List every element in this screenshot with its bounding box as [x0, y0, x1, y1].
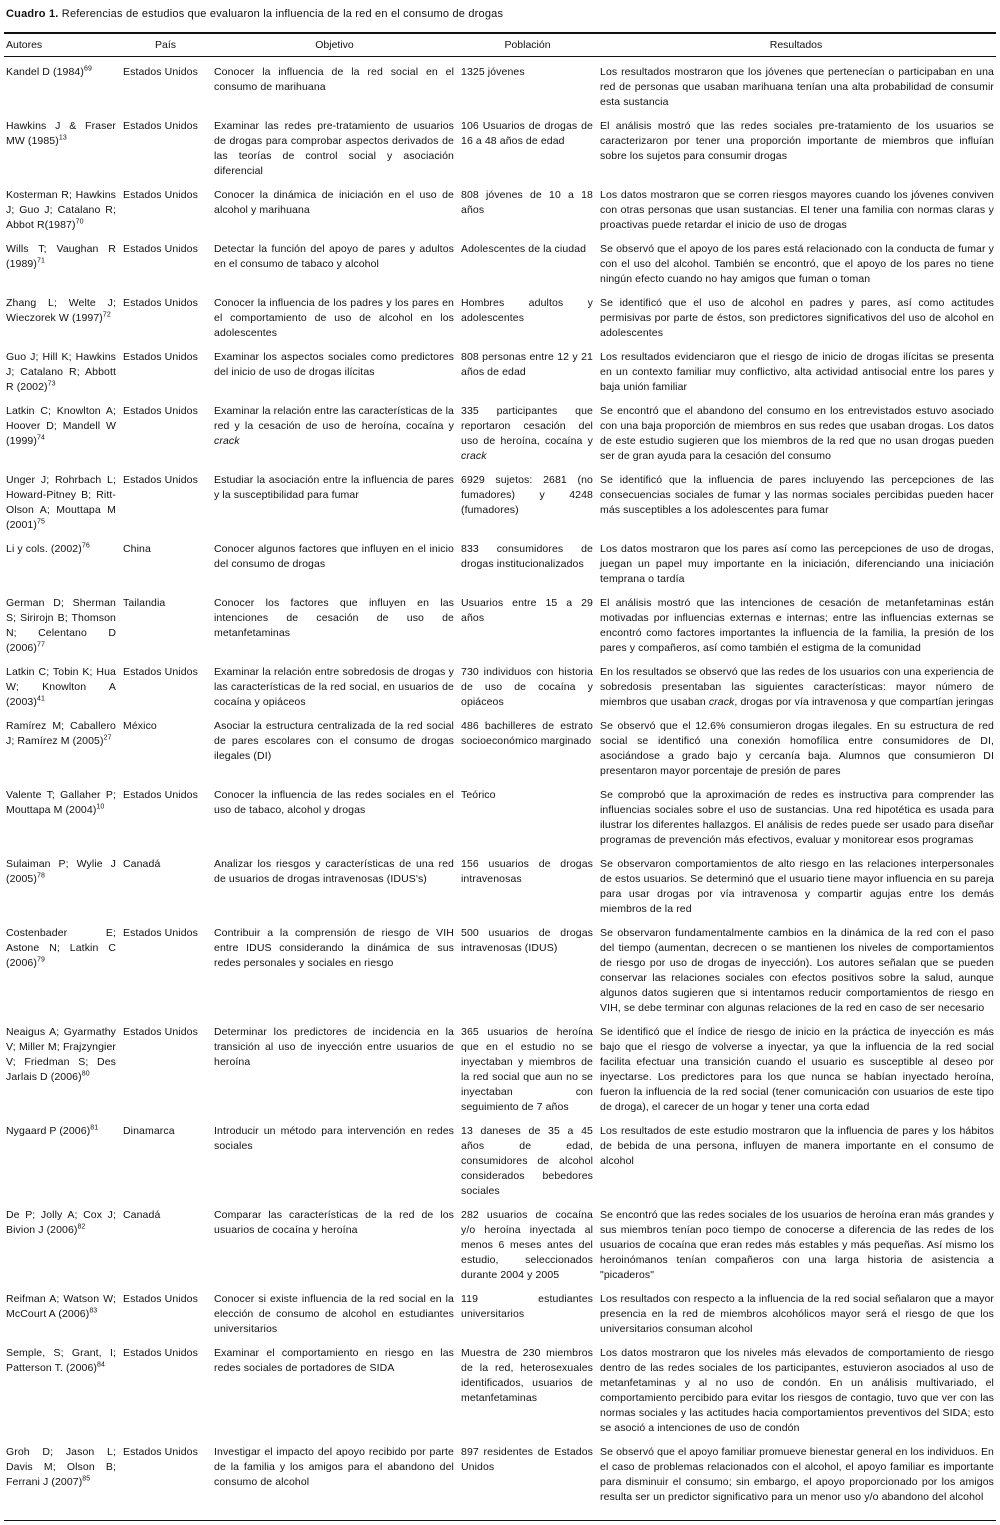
cell-authors: Kosterman R; Hawkins J; Guo J; Catalano R; Abbot $R(1987)^{70}$: [6, 189, 116, 231]
cell-results: Los resultados evidenciaron que el riesgo de inicio de drogas ilícitas se presenta en un contexto familiar muy conflictivo, alta actividad antisocial entre los pares y baja unión familiar: [600, 351, 994, 393]
cell-authors: Valente T; Gallaher P; Mouttapa M $(2004)^{10}$: [6, 789, 116, 816]
table-row: [4, 788, 996, 848]
table-row: [4, 1445, 996, 1505]
cell-population: 282 usuarios de cocaína y/o heroína inyectada al menos 6 meses antes del estudio, seleccionados durante 2004 y 2005: [461, 1209, 593, 1281]
cell-objective: Estudiar la asociación entre la influencia de pares y la susceptibilidad para fumar: [214, 474, 454, 501]
cell-population: 335 participantes que reportaron cesación del uso de heroína, cocaína y crack: [461, 405, 593, 462]
table-header-row: [4, 34, 996, 57]
cell-country: Canadá: [123, 1209, 161, 1221]
column-header-poblacion: Población: [504, 39, 551, 51]
table-row: [4, 350, 996, 395]
column-header-resultados: Resultados: [769, 39, 823, 51]
cell-country: Estados Unidos: [123, 297, 198, 309]
cell-country: Estados Unidos: [123, 66, 198, 78]
cell-results: Los datos mostraron que se corren riesgos mayores cuando los jóvenes conviven con otras personas que usan sustancias. El tener una familia con normas claras y proactivas puede retardar el inicio de uso de drogas: [600, 189, 994, 231]
cell-population: Adolescentes de la ciudad: [461, 243, 587, 255]
table-row: [4, 857, 996, 917]
cell-authors: Latkin C; Tobin K; Hua W; Knowlton A $(2003)^{41}$: [6, 666, 116, 708]
cell-country: Estados Unidos: [123, 474, 198, 486]
table-row: [4, 65, 996, 110]
cell-population: 365 usuarios de heroína que en el estudio no se inyectaban y miembros de la red social que aun no se inyectaban con seguimiento de 7 años: [461, 1026, 593, 1113]
cell-results: El análisis mostró que las redes sociales pre-tratamiento de los usuarios se caracterizaron por tener una proporción importante de miembros que influían sobre los sujetos para consumir drogas: [600, 120, 994, 162]
table-row: [4, 1208, 996, 1283]
cell-results: Se comprobó que la aproximación de redes es instructiva para comprender las influencias sociales sobre el uso de sustancias. Una red hipotética es usada para ilustrar los diferentes hallazgos. El análisis de redes puede ser usado para diseñar programas de prevención más efectivos, evaluar y monitorear esos programas: [600, 789, 994, 846]
cell-country: Estados Unidos: [123, 789, 198, 801]
cell-country: Estados Unidos: [123, 120, 198, 132]
table-row: [4, 665, 996, 710]
cell-authors: Unger J; Rohrbach L; Howard-Pitney B; Ritt-Olson A; Mouttapa M $(2001)^{75}$: [6, 474, 116, 531]
cell-authors: Ramírez M; Caballero J; Ramírez M $(2005)^{27}$: [6, 720, 116, 747]
cell-authors: Hawkins J & Fraser MW $(1985)^{13}$: [6, 120, 116, 147]
cell-population: 106 Usuarios de drogas de 16 a 48 años de edad: [461, 120, 593, 147]
cell-population: 13 daneses de 35 a 45 años de edad, consumidores de alcohol considerados bebedores sociales: [461, 1125, 593, 1197]
cell-country: Estados Unidos: [123, 666, 198, 678]
table-row: [4, 1292, 996, 1337]
cell-country: Estados Unidos: [123, 927, 198, 939]
column-header-objetivo: Objetivo: [315, 39, 354, 51]
cell-population: 897 residentes de Estados Unidos: [461, 1446, 593, 1473]
cell-results: Se observaron fundamentalmente cambios en la dinámica de la red con el paso del tiempo (aumentan, decrecen o se mantienen los niveles de comportamientos de riesgo por uso de drogas de inyección). Los autores señalan que se pueden conservar las relaciones sociales con efectos positivos sobre la salud, aunque algunos datos sugieren que si intentamos reducir comportamientos de riesgo en VIH, se debe terminar con algunas relaciones de la red en caso de ser necesario: [600, 927, 994, 1014]
cell-authors: Reifman A; Watson W; McCourt A $(2006)^{83}$: [6, 1293, 116, 1320]
cell-population: 486 bachilleres de estrato socioeconómico marginado: [461, 720, 593, 747]
cell-authors: Groh D; Jason L; Davis M; Olson B; Ferrani J $(2007)^{85}$: [6, 1446, 116, 1488]
cell-authors: Costenbader E; Astone N; Latkin C $(2006)^{79}$: [6, 927, 116, 969]
cell-country: Estados Unidos: [123, 405, 198, 417]
cell-population: Hombres adultos y adolescentes: [461, 297, 593, 324]
table-row: [4, 242, 996, 287]
cell-objective: Examinar los aspectos sociales como predictores del inicio de uso de drogas ilícitas: [214, 351, 454, 378]
table-body: [4, 57, 996, 1521]
cell-country: México: [123, 720, 157, 732]
cell-country: Estados Unidos: [123, 1293, 198, 1305]
table-row: [4, 719, 996, 779]
table-row: [4, 188, 996, 233]
cell-population: Usuarios entre 15 a 29 años: [461, 597, 593, 624]
cell-authors: Kandel D $(1984)^{69}$: [6, 65, 92, 78]
cell-results: Los datos mostraron que los niveles más elevados de comportamiento de riesgo dentro de las redes sociales de los participantes, estuvieron asociados al uso de metanfetaminas y al no uso de condón. En un análisis multivariado, el comportamiento percibido para evitar los riesgos de contagio, tuvo que ver con las normas sociales y las actitudes hacia comportamientos preventivos del SIDA; esto se asoció a intenciones de uso de condón: [600, 1347, 994, 1434]
column-header-pais: País: [154, 39, 176, 51]
cell-results: Los resultados con respecto a la influencia de la red social señalaron que a mayor presencia en la red de miembros alcohólicos mayor será el riesgo de que los universitarios consuman alcohol: [600, 1293, 994, 1335]
cell-results: Los resultados de este estudio mostraron que la influencia de pares y los hábitos de bebida de una persona, influyen de manera importante en el consumo de alcohol: [600, 1125, 994, 1167]
cell-country: Estados Unidos: [123, 243, 198, 255]
cell-results: Se encontró que el abandono del consumo en los entrevistados estuvo asociado con una baja proporción de miembros en sus redes que usaban drogas. Los datos de este estudio sugieren que los miembros de la red que no usan drogas pueden ser de gran ayuda para la cesación del consumo: [600, 405, 994, 462]
cell-population: 119 estudiantes universitarios: [461, 1293, 593, 1320]
cell-country: Tailandia: [123, 597, 166, 609]
cell-population: 156 usuarios de drogas intravenosas: [461, 858, 593, 885]
cell-population: 730 individuos con historia de uso de cocaína y opiáceos: [461, 666, 593, 708]
cell-authors: De P; Jolly A; Cox J; Bivion J $(2006)^{82}$: [6, 1209, 116, 1236]
cell-population: 833 consumidores de drogas institucionalizados: [461, 543, 593, 570]
table-row: [4, 542, 996, 587]
cell-country: Estados Unidos: [123, 1026, 198, 1038]
cell-authors: Latkin C; Knowlton A; Hoover D; Mandell W $(1999)^{74}$: [6, 405, 116, 447]
table-row: [4, 296, 996, 341]
cell-results: Se identificó que la influencia de pares incluyendo las percepciones de las consecuencias sociales de fumar y las normas sociales percibidas pueden hacer más susceptibles a los adolescentes para fumar: [600, 474, 994, 516]
cell-population: Muestra de 230 miembros de la red, heterosexuales identificados, usuarios de metanfetaminas: [461, 1347, 593, 1404]
cell-country: Canadá: [123, 858, 161, 870]
cell-results: Se observó que el apoyo familiar promueve bienestar general en los individuos. En el caso de problemas relacionados con el alcohol, el apoyo familiar es importante para disminuir el consumo; sin embargo, el apoyo proporcionado por los amigos resulta ser un predictor significativo para un menor uso y/o abandono del alcohol: [600, 1446, 994, 1503]
cell-authors: Nygaard P $(2006)^{81}$: [6, 1124, 99, 1137]
cell-authors: German D; Sherman S; Sirirojn B; Thomson N; Celentano D $(2006)^{77}$: [6, 597, 116, 654]
cell-authors: Wills T; Vaughan R $(1989)^{71}$: [6, 243, 116, 270]
cell-objective: Investigar el impacto del apoyo recibido por parte de la familia y los amigos para el abandono del consumo de alcohol: [214, 1446, 454, 1488]
cell-objective: Examinar las redes pre-tratamiento de usuarios de drogas para comprobar aspectos derivados de las teorías de control social y asociación diferencial: [214, 120, 454, 177]
cell-authors: Semple, S; Grant, I; Patterson T. $(2006)^{84}$: [6, 1347, 116, 1374]
table-row: [4, 473, 996, 533]
cell-population: 808 personas entre 12 y 21 años de edad: [461, 351, 593, 378]
cell-country: Estados Unidos: [123, 1347, 198, 1359]
table-row: [4, 926, 996, 1016]
cell-results: El análisis mostró que las intenciones de cesación de metanfetaminas están motivadas por influencias externas e internas; entre las influencias externas se encontró como factores importantes la influencia de la familia, la presión de los pares y compañeros, así como también el estigma de la comunidad: [600, 597, 994, 654]
cell-population: Teórico: [461, 789, 496, 801]
cell-population: 500 usuarios de drogas intravenosas (IDUS): [461, 927, 593, 954]
cell-objective: Asociar la estructura centralizada de la red social de pares escolares con el consumo de drogas ilegales (DI): [214, 720, 454, 762]
cell-results: Se identificó que el uso de alcohol en padres y pares, así como actitudes permisivas por parte de éstos, son predictores significativos del uso de alcohol en adolescentes: [600, 297, 994, 339]
cell-country: Estados Unidos: [123, 1446, 198, 1458]
cell-objective: Conocer la influencia de los padres y los pares en el comportamiento de uso de alcohol en los adolescentes: [214, 297, 454, 339]
cell-objective: Analizar los riesgos y características de una red de usuarios de drogas intravenosas (IDUS's): [214, 858, 454, 885]
cell-objective: Conocer algunos factores que influyen en el inicio del consumo de drogas: [214, 543, 454, 570]
cell-authors: Neaigus A; Gyarmathy V; Miller M; Frajzyngier V; Friedman S; Des Jarlais D $(2006)^{80}$: [6, 1026, 116, 1083]
cell-objective: Determinar los predictores de incidencia en la transición al uso de inyección entre usuarios de heroína: [214, 1026, 454, 1068]
cell-objective: Comparar las características de la red de los usuarios de cocaína y heroína: [214, 1209, 454, 1236]
table-row: [4, 1346, 996, 1436]
cell-authors: Guo J; Hill K; Hawkins J; Catalano R; Abbott R $(2002)^{73}$: [6, 351, 116, 393]
table-row: [4, 1124, 996, 1199]
cell-objective: Conocer la dinámica de iniciación en el uso de alcohol y marihuana: [214, 189, 454, 216]
table-row: [4, 1025, 996, 1115]
table-caption-text: Referencias de estudios que evaluaron la influencia de la red en el consumo de drogas: [61, 8, 504, 20]
column-header-autores: Autores: [6, 39, 43, 51]
references-table: [4, 32, 996, 1521]
cell-results: Se observaron comportamientos de alto riesgo en las relaciones interpersonales de estos usuarios. Se determinó que el usuario tiene mayor influencia en su pareja para usar drogas por vía intravenosa y compartir agujas entre los demás miembros de la red: [600, 858, 994, 915]
table-row: [4, 119, 996, 179]
cell-results: Los resultados mostraron que los jóvenes que pertenecían o participaban en una red de personas que usaban marihuana tenían una alta probabilidad de consumir esta sustancia: [600, 66, 994, 108]
cell-objective: Examinar el comportamiento en riesgo en las redes sociales de portadores de SIDA: [214, 1347, 454, 1374]
cell-authors: Sulaiman P; Wylie J $(2005)^{78}$: [6, 858, 116, 885]
cell-country: China: [123, 543, 151, 555]
cell-objective: Detectar la función del apoyo de pares y adultos en el consumo de tabaco y alcohol: [214, 243, 454, 270]
cell-objective: Contribuir a la comprensión de riesgo de VIH entre IDUS considerando la dinámica de sus redes personales y sociales en riesgo: [214, 927, 454, 969]
cell-country: Estados Unidos: [123, 351, 198, 363]
cell-objective: Conocer la influencia de la red social en el consumo de marihuana: [214, 66, 454, 93]
cell-results: Se observó que el 12.6% consumieron drogas ilegales. En su estructura de red social se identificó una conexión homofílica entre consumidores de DI, asociándose a grado bajo y cercanía baja. Alumnos que consumieron DI presentaron mayor porcentaje de presión de pares: [600, 720, 994, 777]
cell-results: Se observó que el apoyo de los pares está relacionado con la conducta de fumar y con el uso del alcohol. También se encontró, que el apoyo de los pares no tiene ningún efecto cuando no hay amigos que fuman o toman: [600, 243, 994, 285]
cell-objective: Examinar la relación entre las características de la red y la cesación de uso de heroína, cocaína y crack: [214, 405, 454, 447]
cell-population: 1325 jóvenes: [461, 66, 525, 78]
cell-objective: Conocer si existe influencia de la red social en la elección de consumo de alcohol en estudiantes universitarios: [214, 1293, 454, 1335]
cell-country: Dinamarca: [123, 1125, 175, 1137]
cell-population: 6929 sujetos: 2681 (no fumadores) y 4248 (fumadores): [461, 474, 593, 516]
table-row: [4, 596, 996, 656]
cell-results: Se identificó que el índice de riesgo de inicio en la práctica de inyección es más bajo que el riesgo de volverse a inyectar, ya que la influencia de la red social facilita efectuar una transición cuando el usuario es susceptible al deseo por inyectarse. Los predictores para los que nunca se habían inyectado heroína, fueron la influencia de la red social (tener comunicación con usuarios de este tipo de droga), el carecer de un hogar y tener una corta edad: [600, 1026, 994, 1113]
cell-objective: Examinar la relación entre sobredosis de drogas y las características de la red social, en usuarios de cocaína y opiáceos: [214, 666, 454, 708]
cell-results: Se encontró que las redes sociales de los usuarios de heroína eran más grandes y sus miembros tenían poco tiempo de conocerse a diferencia de las redes de los usuarios de cocaína que eran redes más estables y más pequeñas. Así mismo los heroinómanos tenían compañeros con una larga historia de asistencia a "picaderos": [600, 1209, 994, 1281]
table-row: [4, 404, 996, 464]
table-caption: [6, 8, 996, 20]
cell-authors: Zhang L; Welte J; Wieczorek W $(1997)^{72}$: [6, 297, 116, 324]
cell-objective: Introducir un método para intervención en redes sociales: [214, 1125, 454, 1152]
cell-results: En los resultados se observó que las redes de los usuarios con una experiencia de sobredosis presentaban las siguientes características: mayor número de miembros que usaban crack, drogas por vía intravenosa y que compartían jeringas: [600, 666, 994, 708]
table-caption-label: Cuadro 1.: [6, 8, 59, 20]
cell-authors: Li y cols. $(2002)^{76}$: [6, 542, 90, 555]
cell-country: Estados Unidos: [123, 189, 198, 201]
cell-objective: Conocer los factores que influyen en las intenciones de cesación de uso de metanfetaminas: [214, 597, 454, 639]
cell-objective: Conocer la influencia de las redes sociales en el uso de tabaco, alcohol y drogas: [214, 789, 454, 816]
cell-population: 808 jóvenes de 10 a 18 años: [461, 189, 593, 216]
cell-results: Los datos mostraron que los pares así como las percepciones de uso de drogas, juegan un papel muy importante en la iniciación, diferenciando una iniciación temprana o tardía: [600, 543, 994, 585]
